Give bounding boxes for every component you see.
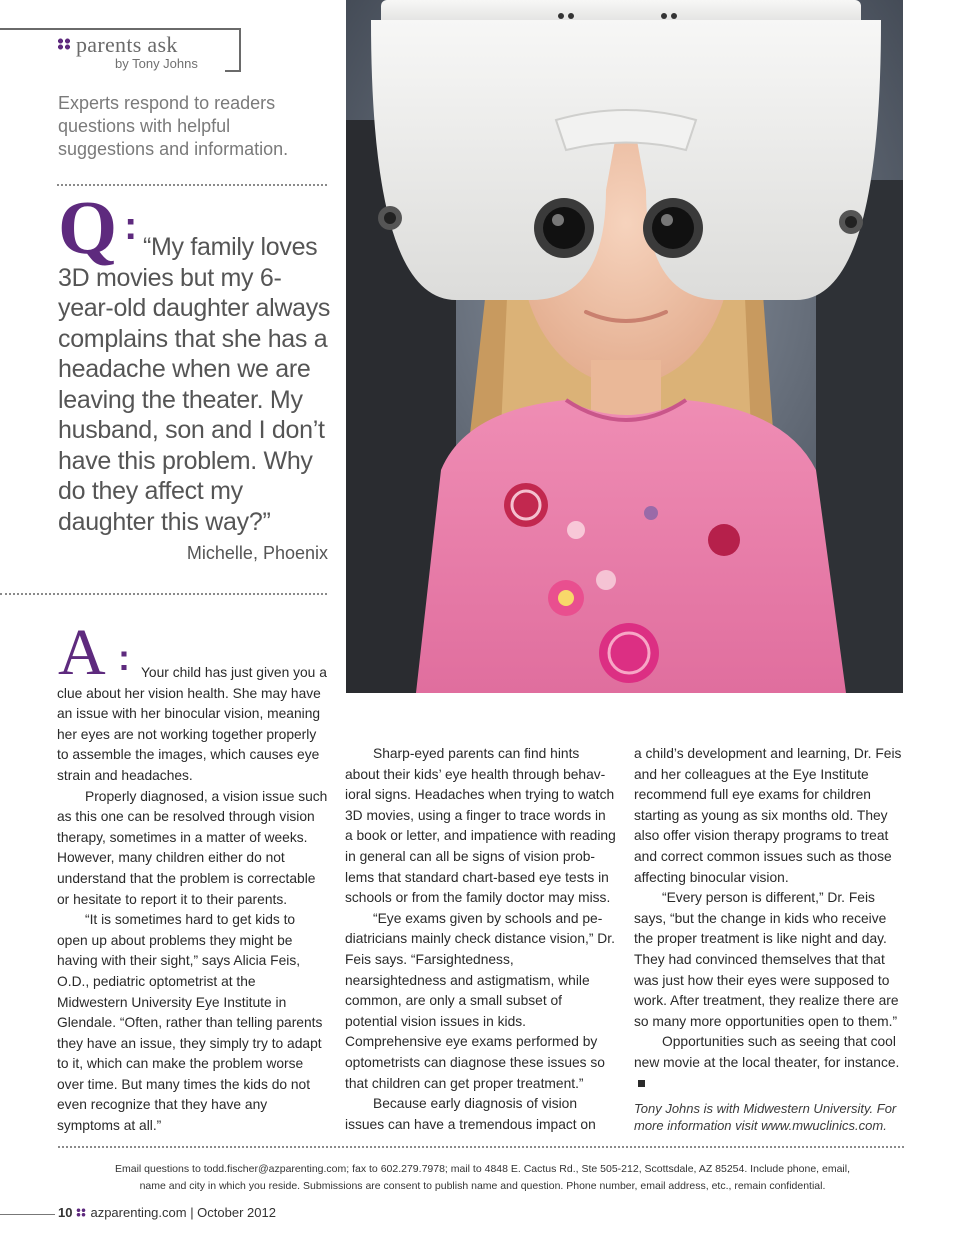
phoropter-photo-illustration xyxy=(346,0,903,693)
answer-column-3 xyxy=(634,744,904,1134)
answer-column-1 xyxy=(57,663,329,1137)
divider-dotted xyxy=(0,593,327,595)
paragraph: Your child has just given you a clue about her vision health. She may have an issue with her binocular vision, meaning her eyes are not working together properly to assemble the images, which causes eye strain and headaches. xyxy=(57,665,327,783)
paragraph-text: Opportunities such as seeing that cool new movie at the local theater, for instance. xyxy=(634,1034,900,1070)
paragraph: Because early diagnosis of vision issues can have a tremendous impact on xyxy=(345,1096,596,1132)
publication-line: azparenting.com | October 2012 xyxy=(90,1205,276,1220)
folio-rule xyxy=(0,1214,55,1215)
dots-grid-icon xyxy=(76,1208,86,1217)
paragraph: Sharp-eyed parents can find hints about their kids’ eye health through behav-ioral signs. Headaches when trying to watch 3D movies, using a finger to trace words in a book or letter, and impatience with reading in general can all be signs of vision prob-lems that standard chart-based eye tests in schools or from the family doctor may miss. xyxy=(345,746,616,906)
answer-column-2 xyxy=(345,744,617,1135)
column-title-text: parents ask xyxy=(76,32,178,57)
submission-note-line: name and city in which you reside. Submissions are consent to publish name and question. Phone number, email address, etc., remain confidential. xyxy=(139,1180,826,1192)
footer-divider-dotted xyxy=(58,1146,904,1148)
q-letter: Q xyxy=(58,186,118,270)
paragraph xyxy=(634,1032,904,1094)
submission-note xyxy=(60,1161,905,1195)
question-text xyxy=(58,232,333,537)
author-bio: Tony Johns is with Midwestern University. For more information visit www.mwuclinics.com. xyxy=(634,1101,897,1134)
photo-child-eye-exam xyxy=(346,0,903,693)
paragraph: “It is sometimes hard to get kids to open up about problems they might be having with their sight,” says Alicia Feis, O.D., pediatric optometrist at the Midwestern University Eye Institute in Glendale. “Often, rather than telling parents they have an issue, they simply try to adapt to it, which can make the problem worse over time. But many times the kids do not even recognize that they have any symptoms at all.” xyxy=(57,912,323,1134)
a-letter: A xyxy=(58,616,106,689)
paragraph: “Eye exams given by schools and pe-diatricians mainly check distance vision,” Dr. Feis says. “Farsightedness, nearsightedness and astigmatism, while common, are only a small subset of potential vision issues in kids. Comprehensive eye exams performed by optometrists can diagnose these issues so that children can get proper treatment.” xyxy=(345,910,615,1091)
page-number: 10 xyxy=(58,1205,73,1220)
q-colon: : xyxy=(124,204,138,248)
question-signature: Michelle, Phoenix xyxy=(186,543,328,563)
byline: by Tony Johns xyxy=(115,56,198,71)
submission-note-line: Email questions to todd.fischer@azparenting.com; fax to 602.279.7978; mail to 4848 E. Cactus Rd., Ste 505-212, Scottsdale, AZ 85254. Include phone, email, xyxy=(114,1163,850,1175)
paragraph: “Every person is different,” Dr. Feis says, “but the change in kids who receive the proper treatment is like night and day. They had convinced themselves that that was just how their eyes were supposed to work. After treatment, they realize there are so many more opportunities open to them.” xyxy=(634,890,899,1029)
column-title xyxy=(57,32,178,58)
end-mark-icon xyxy=(638,1080,645,1087)
folio xyxy=(58,1205,276,1220)
a-colon: : xyxy=(118,637,130,678)
paragraph: a child’s development and learning, Dr. Feis and her colleagues at the Eye Institute recommend full eye exams for children starting as young as six months old. They also offer vision therapy programs to treat and correct common issues such as those affecting binocular vision. xyxy=(634,746,902,885)
paragraph: Properly diagnosed, a vision issue such as this one can be resolved through vision therapy, sometimes in a matter of weeks. However, many children either do not understand that the problem is correctable or hesitate to report it to their parents. xyxy=(57,788,328,907)
question-body: “My family loves 3D movies but my 6-year-old daughter always complains that she has a headache when we are leaving the theater. My husband, son and I don’t have this problem. Why do they affect my daughter this way?” xyxy=(58,233,331,536)
intro-text: Experts respond to readers questions with helpful suggestions and information. xyxy=(58,93,289,159)
dots-grid-icon xyxy=(57,38,71,50)
